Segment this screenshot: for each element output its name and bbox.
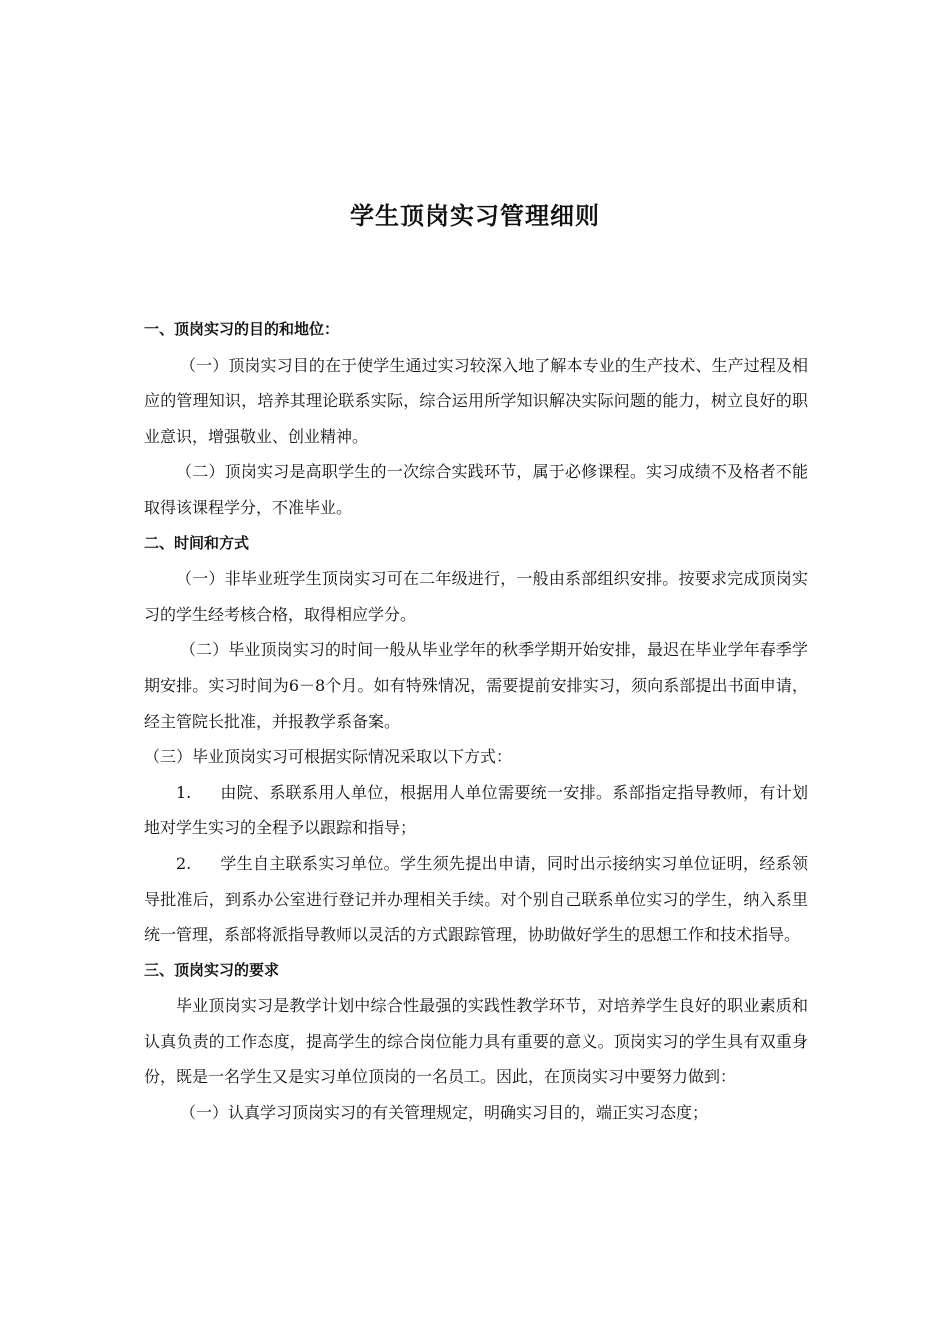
paragraph: 毕业顶岗实习是教学计划中综合性最强的实践性教学环节，对培养学生良好的职业素质和认真负责的工作态度，提高学生的综合岗位能力具有重要的意义。顶岗实习的学生具有双重身份，既是一名学生又是实习单位顶岗的一名员工。因此，在顶岗实习中要努力做到： [144, 996, 808, 1087]
paragraph: （一）非毕业班学生顶岗实习可在二年级进行，一般由系部组织安排。按要求完成顶岗实习的学生经考核合格，取得相应学分。 [144, 569, 808, 624]
section-heading: 一、顶岗实习的目的和地位： [144, 320, 340, 338]
paragraph: （一）顶岗实习目的在于使学生通过实习较深入地了解本专业的生产技术、生产过程及相应的管理知识，培养其理论联系实际，综合运用所学知识解决实际问题的能力，树立良好的职业意识，增强敬业、创业精神。 [144, 355, 808, 446]
document-body [144, 312, 808, 1131]
numbered-item [144, 846, 808, 953]
paragraph: （二）毕业顶岗实习的时间一般从毕业学年的秋季学期开始安排，最迟在毕业学年春季学期安排。实习时间为6－8个月。如有特殊情况，需要提前安排实习，须向系部提出书面申请，经主管院长批准，并报教学系备案。 [144, 640, 808, 731]
paragraph: （一）认真学习顶岗实习的有关管理规定，明确实习目的，端正实习态度； [180, 1103, 709, 1123]
section-heading: 二、时间和方式 [144, 533, 250, 552]
item-number: 2. [176, 853, 192, 873]
document-title: 学生顶岗实习管理细则 [350, 202, 600, 230]
paragraph: （二）顶岗实习是高职学生的一次综合实践环节，属于必修课程。实习成绩不及格者不能取得该课程学分，不准毕业。 [144, 462, 808, 517]
item-number: 1. [176, 782, 192, 802]
item-text: 学生自主联系实习单位。学生须先提出申请，同时出示接纳实习单位证明，经系领导批准后，到系办公室进行登记并办理相关手续。对个别自己联系单位实习的学生，纳入系里统一管理，系部将派指导教师以灵活的方式跟踪管理，协助做好学生的思想工作和技术指导。 [144, 853, 808, 945]
numbered-item [144, 775, 808, 846]
item-text: 由院、系联系用人单位，根据用人单位需要统一安排。系部指定指导教师，有计划地对学生实习的全程予以跟踪和指导； [144, 782, 808, 838]
paragraph: （三）毕业顶岗实习可根据实际情况采取以下方式： [144, 747, 513, 767]
section-heading: 三、顶岗实习的要求 [144, 960, 280, 979]
